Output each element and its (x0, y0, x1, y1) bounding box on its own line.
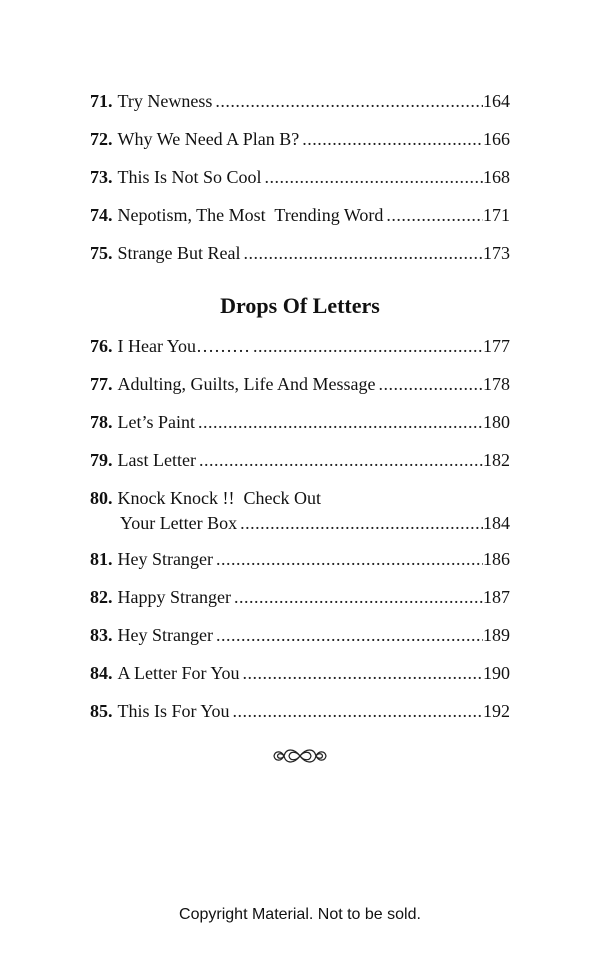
toc-entry-number: 72. (90, 129, 113, 149)
toc-entry-number: 77. (90, 374, 113, 394)
dot-leader (240, 661, 483, 685)
dot-leader (299, 127, 483, 151)
toc-entry-title: Adulting, Guilts, Life And Message (117, 374, 376, 394)
toc-entry-page: 168 (483, 167, 510, 187)
toc-entry-title: Knock Knock !! Check Out (117, 488, 321, 508)
toc-entry-title: Strange But Real (117, 243, 241, 263)
toc-entry-83[interactable] (90, 623, 510, 647)
dot-leader (195, 410, 483, 434)
toc-entry-page: 190 (483, 663, 510, 683)
toc-entry-84[interactable] (90, 661, 510, 685)
dot-leader (375, 372, 483, 396)
toc-entry-number: 83. (90, 625, 113, 645)
toc-entry-title: Happy Stranger (117, 587, 231, 607)
toc-entry-title-continued: Your Letter Box (120, 513, 238, 533)
toc-entry-page: 177 (483, 336, 510, 356)
toc-entry-81[interactable] (90, 547, 510, 571)
toc-entry-page: 178 (483, 374, 510, 394)
section-heading: Drops Of Letters (220, 293, 380, 318)
toc-entry-page: 186 (483, 549, 510, 569)
toc-entry-number: 73. (90, 167, 113, 187)
dot-leader (230, 699, 483, 723)
toc-entry-73[interactable] (90, 165, 510, 189)
toc-entry-title: Try Newness (117, 91, 213, 111)
dot-leader (237, 511, 483, 535)
toc-entry-title: A Letter For You (117, 663, 240, 683)
dot-leader (383, 203, 483, 227)
toc-entry-number: 71. (90, 91, 113, 111)
toc-entry-number: 74. (90, 205, 113, 225)
toc-entry-title: Let’s Paint (117, 412, 195, 432)
toc-entry-71[interactable] (90, 89, 510, 113)
copyright-notice: Copyright Material. Not to be sold. (179, 906, 421, 923)
toc-entry-title: Nepotism, The Most Trending Word (117, 205, 384, 225)
dot-leader (213, 623, 483, 647)
toc-entry-82[interactable] (90, 585, 510, 609)
toc-entry-79[interactable] (90, 448, 510, 472)
toc-entry-page: 187 (483, 587, 510, 607)
toc-entry-page: 180 (483, 412, 510, 432)
toc-entry-number: 76. (90, 336, 113, 356)
toc-list-part1 (90, 89, 510, 279)
toc-entry-number: 80. (90, 488, 113, 508)
flourish-divider-icon (272, 744, 328, 768)
toc-entry-number: 85. (90, 701, 113, 721)
toc-entry-title: This Is Not So Cool (117, 167, 262, 187)
toc-entry-72[interactable] (90, 127, 510, 151)
dot-leader (196, 448, 483, 472)
dot-leader (250, 334, 483, 358)
toc-entry-number: 82. (90, 587, 113, 607)
toc-entry-page: 189 (483, 625, 510, 645)
toc-entry-number: 84. (90, 663, 113, 683)
toc-entry-title: Hey Stranger (117, 549, 213, 569)
toc-entry-title: I Hear You……… (117, 336, 250, 356)
dot-leader (262, 165, 483, 189)
toc-entry-80[interactable] (90, 486, 510, 535)
dot-leader (213, 547, 483, 571)
toc-entry-number: 75. (90, 243, 113, 263)
dot-leader (231, 585, 483, 609)
toc-entry-75[interactable] (90, 241, 510, 265)
toc-entry-page: 166 (483, 129, 510, 149)
toc-entry-76[interactable] (90, 334, 510, 358)
toc-entry-page: 173 (483, 243, 510, 263)
toc-entry-title: This Is For You (117, 701, 230, 721)
toc-list-part2 (90, 334, 510, 737)
toc-entry-page: 192 (483, 701, 510, 721)
toc-entry-title: Hey Stranger (117, 625, 213, 645)
toc-entry-number: 81. (90, 549, 113, 569)
toc-entry-74[interactable] (90, 203, 510, 227)
toc-entry-page: 164 (483, 91, 510, 111)
toc-entry-title: Last Letter (117, 450, 196, 470)
toc-entry-page: 182 (483, 450, 510, 470)
toc-entry-78[interactable] (90, 410, 510, 434)
dot-leader (240, 241, 483, 265)
dot-leader (212, 89, 483, 113)
toc-entry-title: Why We Need A Plan B? (117, 129, 300, 149)
toc-entry-number: 79. (90, 450, 113, 470)
toc-entry-number: 78. (90, 412, 113, 432)
toc-entry-page: 171 (483, 205, 510, 225)
toc-entry-page: 184 (483, 513, 510, 533)
toc-entry-85[interactable] (90, 699, 510, 723)
toc-entry-77[interactable] (90, 372, 510, 396)
